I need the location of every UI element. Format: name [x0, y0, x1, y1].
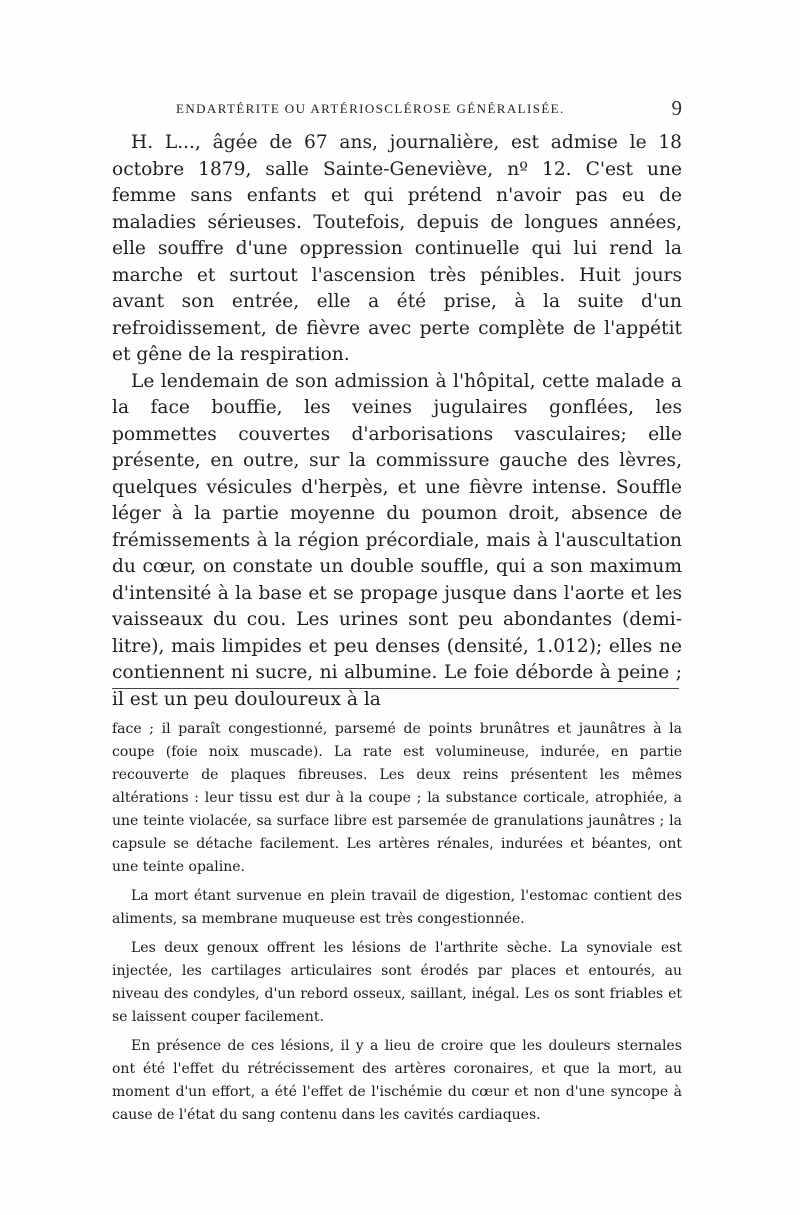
body-paragraph-2: Le lendemain de son admission à l'hôpital, cette malade a la face bouffie, les veines jugulaires gonflées, les pommettes couvertes d'arborisations vasculaires; elle présente, en outre, sur la commissure gauche des lèvres, quelques vésicules d'herpès, et une fièvre intense. Souffle léger à la partie moyenne du poumon droit, absence de frémissements à la région précordiale, mais à l'auscultation du cœur, on constate un double souffle, qui a son maximum d'intensité à la base et se propage jusque dans l'aorte et les vaisseaux du cou. Les urines sont peu abondantes (demi-litre), mais limpides et peu denses (densité, 1.012); elles ne contiennent ni sucre, ni albumine. Le foie déborde à peine ; il est un peu douloureux à la [112, 370, 682, 710]
body-paragraph-1: H. L..., âgée de 67 ans, journalière, est admise le 18 octobre 1879, salle Sainte-Geneviève, nº 12. C'est une femme sans enfants et qui prétend n'avoir pas eu de maladies sérieuses. Toutefois, depuis de longues années, elle souffre d'une oppression continuelle qui lui rend la marche et surtout l'ascension très pénibles. Huit jours avant son entrée, elle a été prise, à la suite d'un refroidissement, de fièvre avec perte complète de l'appétit et gêne de la respiration. [112, 132, 682, 365]
footnote-paragraph-3: Les deux genoux offrent les lésions de l'arthrite sèche. La synoviale est injectée, les cartilages articulaires sont érodés par places et entourés, au niveau des condyles, d'un rebord osseux, saillant, inégal. Les os sont friables et se laissent couper facilement. [112, 940, 682, 1025]
footnote-block [112, 718, 682, 1127]
running-title: ENDARTÉRITE OU ARTÉRIOSCLÉROSE GÉNÉRALISÉE. [176, 101, 565, 116]
footnote-paragraph-1: face ; il paraît congestionné, parsemé de points brunâtres et jaunâtres à la coupe (foie noix muscade). La rate est volumineuse, indurée, en partie recouverte de plaques fibreuses. Les deux reins présentent les mêmes altérations : leur tissu est dur à la coupe ; la substance corticale, atrophiée, a une teinte violacée, sa surface libre est parsemée de granulations jaunâtres ; la capsule se détache facilement. Les artères rénales, indurées et béantes, ont une teinte opaline. [112, 721, 682, 875]
footnote-paragraph-2: La mort étant survenue en plein travail de digestion, l'estomac contient des aliments, sa membrane muqueuse est très congestionnée. [112, 888, 682, 927]
main-text [112, 130, 682, 713]
footnote-paragraph-4: En présence de ces lésions, il y a lieu de croire que les douleurs sternales ont été l'effet du rétrécissement des artères coronaires, et que la mort, au moment d'un effort, a été l'effet de l'ischémie du cœur et non d'une syncope à cause de l'état du sang contenu dans les cavités cardiaques. [112, 1038, 682, 1123]
page-number: 9 [671, 96, 682, 120]
running-header [112, 96, 682, 120]
footnote-separator [112, 688, 679, 689]
